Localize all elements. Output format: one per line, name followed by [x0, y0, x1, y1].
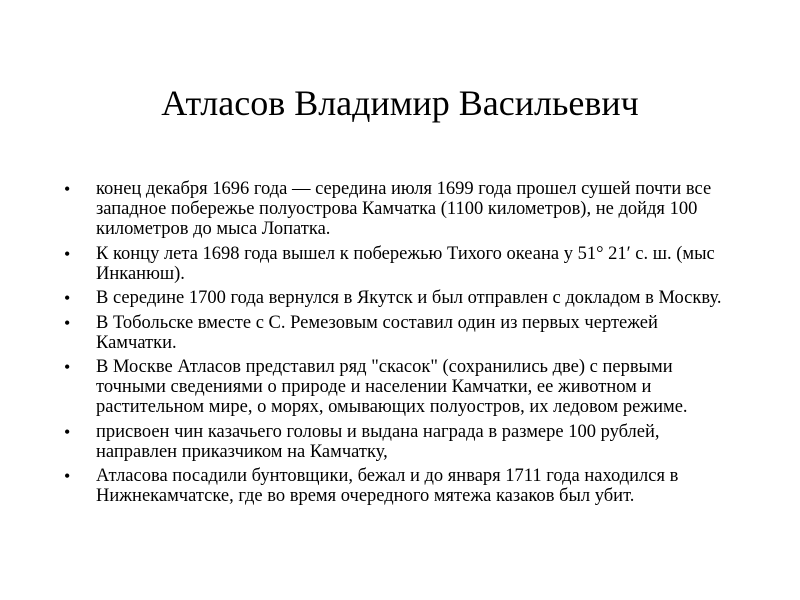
bullet-text: присвоен чин казачьего головы и выдана награда в размере 100 рублей, направлен приказчиком на Камчатку, — [96, 421, 660, 462]
bullet-item — [62, 357, 742, 417]
bullet-icon: • — [64, 243, 71, 264]
bullet-item — [62, 244, 742, 284]
bullet-icon: • — [64, 288, 71, 308]
bullet-icon: • — [64, 421, 71, 442]
bullet-text: конец декабря 1696 года — середина июля 1699 года прошел сушей почти все западное побережье полуострова Камчатка (1100 километров), не дойдя 100 километров до мыса Лопатка. — [96, 179, 712, 239]
bullet-icon: • — [64, 357, 71, 377]
bullet-text: Атласова посадили бунтовщики, бежал и до января 1711 года находился в Нижнекамчатске, где во время очередного мятежа казаков был убит. — [96, 466, 679, 506]
bullet-list — [62, 179, 742, 511]
bullet-item — [62, 422, 742, 462]
slide-title: Атласов Владимир Васильевич — [161, 83, 639, 123]
bullet-item — [62, 313, 742, 353]
bullet-text: В середине 1700 года вернулся в Якутск и был отправлен с докладом в Москву. — [96, 288, 722, 308]
bullet-item — [62, 466, 742, 506]
bullet-text: В Москве Атласов представил ряд "скасок" (сохранились две) с первыми точными сведениями о природе и населении Камчатки, ее животном и растительном мире, о морях, омывающих полуостров, их ледовом режиме. — [96, 357, 688, 417]
bullet-icon: • — [64, 466, 71, 486]
bullet-icon: • — [64, 179, 71, 199]
bullet-icon: • — [64, 312, 71, 333]
bullet-text: К концу лета 1698 года вышел к побережью Тихого океана у 51° 21′ с. ш. (мыс Инканюш). — [96, 243, 715, 284]
bullet-text: В Тобольске вместе с С. Ремезовым составил один из первых чертежей Камчатки. — [96, 312, 658, 353]
bullet-item — [62, 179, 742, 239]
bullet-item — [62, 288, 742, 308]
